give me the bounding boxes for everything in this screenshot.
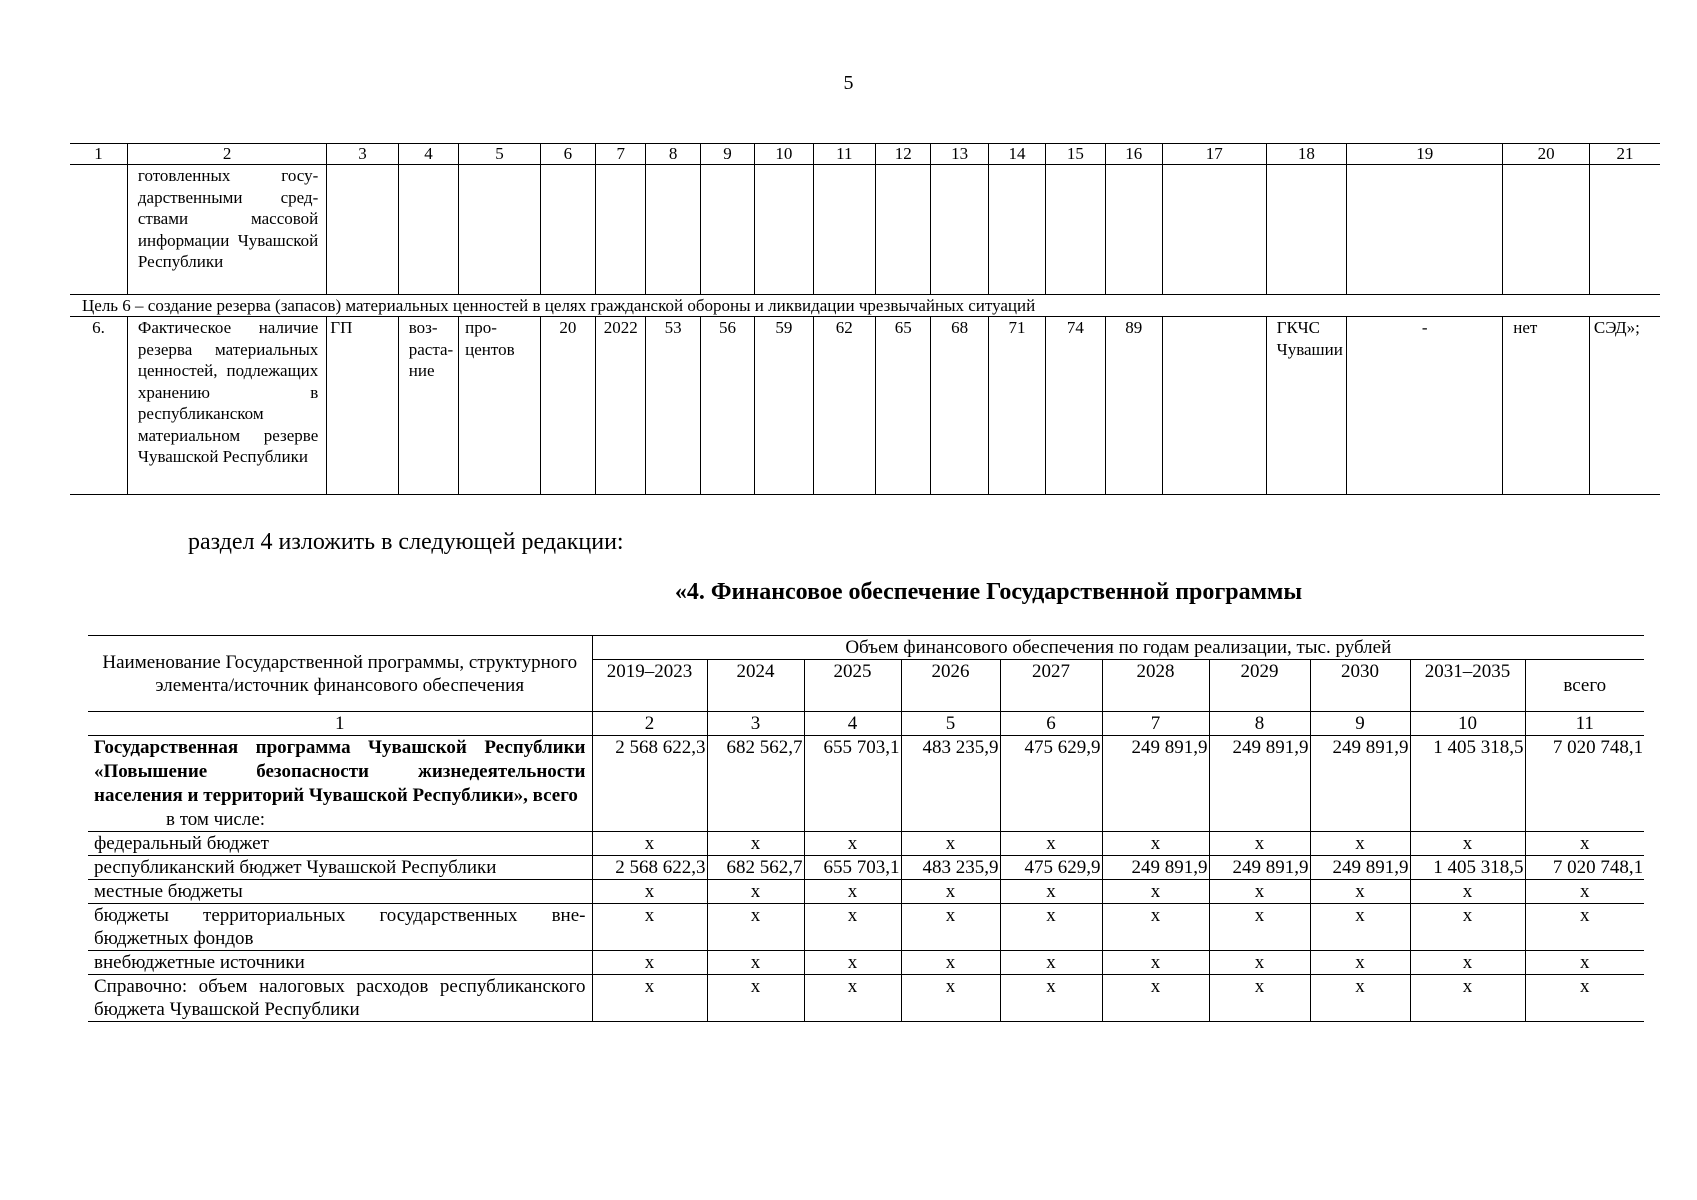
program-name-cell — [88, 736, 592, 832]
row6-value-13: 68 — [931, 317, 988, 495]
col-number-13: 13 — [931, 144, 988, 165]
funding-value: х — [1310, 951, 1410, 975]
row6-value-11: 62 — [813, 317, 875, 495]
table-row — [88, 856, 1644, 880]
funding-value: х — [901, 904, 1000, 951]
intro-text: раздел 4 изложить в следующей редакции: — [188, 529, 624, 555]
row6-value-14: 71 — [988, 317, 1045, 495]
funding-value: х — [1310, 832, 1410, 856]
funding-source-label: бюджеты территориальных государственных внебюджетных фондов — [88, 904, 592, 951]
funding-value: х — [1525, 975, 1644, 1022]
row6-value-17 — [1162, 317, 1266, 495]
program-value-10: 7 020 748,1 — [1525, 736, 1644, 832]
table2-col-numbers — [88, 712, 1644, 736]
funding-value: х — [1310, 880, 1410, 904]
funding-value: х — [1000, 975, 1102, 1022]
row6-value-16: 89 — [1105, 317, 1162, 495]
continued-indicator-text: готовленных государственными средствами массовой информации Чувашской Республики — [127, 165, 326, 295]
funding-value: х — [1410, 975, 1525, 1022]
row6-value-10: 59 — [755, 317, 813, 495]
year-2025: 2025 — [804, 660, 901, 712]
funding-value: х — [592, 904, 707, 951]
col-number-1: 1 — [70, 144, 127, 165]
funding-source-label: Справочно: объем налоговых расходов республиканского бюджета Чувашской Республики — [88, 975, 592, 1022]
table-row — [88, 975, 1644, 1022]
row6-value-19: - — [1347, 317, 1503, 495]
funding-value: х — [804, 904, 901, 951]
funding-value: х — [1209, 904, 1310, 951]
year-2019-2023: 2019–2023 — [592, 660, 707, 712]
goal-6-text: Цель 6 – создание резерва (запасов) материальных ценностей в целях гражданской обороны и ликвидации чрезвычайных ситуаций — [70, 295, 1660, 317]
funding-value: х — [1102, 951, 1209, 975]
col-number-6: 6 — [540, 144, 595, 165]
year-2026: 2026 — [901, 660, 1000, 712]
row6-indicator-name: Фактическое наличие резерва материальных ценностей, подлежащих хранению в республиканском материальном резерве Чувашской Республики — [127, 317, 326, 495]
row6-number: 6. — [70, 317, 127, 495]
program-value-4: 483 235,9 — [901, 736, 1000, 832]
colnum-10: 10 — [1410, 712, 1525, 736]
col-number-15: 15 — [1046, 144, 1105, 165]
colnum-7: 7 — [1102, 712, 1209, 736]
funding-value: х — [901, 951, 1000, 975]
funding-value: х — [1102, 880, 1209, 904]
page-number: 5 — [843, 72, 854, 94]
head-name-col: Наименование Государственной программы, структурного элемента/источник финансового обеспечения — [88, 636, 592, 712]
funding-value: х — [707, 975, 804, 1022]
funding-value: х — [1410, 951, 1525, 975]
col-number-16: 16 — [1105, 144, 1162, 165]
funding-value: х — [592, 880, 707, 904]
funding-value: х — [901, 975, 1000, 1022]
funding-source-label: федеральный бюджет — [88, 832, 592, 856]
colnum-6: 6 — [1000, 712, 1102, 736]
year-2029: 2029 — [1209, 660, 1310, 712]
colnum-1: 1 — [88, 712, 592, 736]
funding-value: 475 629,9 — [1000, 856, 1102, 880]
funding-value: х — [592, 951, 707, 975]
year-2024: 2024 — [707, 660, 804, 712]
funding-value: 483 235,9 — [901, 856, 1000, 880]
col-number-10: 10 — [755, 144, 813, 165]
colnum-11: 11 — [1525, 712, 1644, 736]
row6-value-9: 56 — [700, 317, 754, 495]
row6-base-value: 20 — [540, 317, 595, 495]
funding-value: х — [1000, 904, 1102, 951]
funding-value: х — [707, 951, 804, 975]
row6-trend: возрастание — [398, 317, 458, 495]
row6-value-12: 65 — [876, 317, 931, 495]
section-title: «4. Финансовое обеспечение Государственной программы — [674, 579, 1303, 605]
col-number-21: 21 — [1589, 144, 1660, 165]
funding-value: 249 891,9 — [1102, 856, 1209, 880]
funding-source-rows — [88, 832, 1644, 1022]
funding-value: х — [804, 832, 901, 856]
funding-value: 682 562,7 — [707, 856, 804, 880]
col-number-12: 12 — [876, 144, 931, 165]
col-number-19: 19 — [1347, 144, 1503, 165]
funding-value: х — [1209, 951, 1310, 975]
funding-value: х — [1525, 904, 1644, 951]
program-total-row — [88, 736, 1644, 832]
funding-value: х — [1410, 832, 1525, 856]
col-number-2: 2 — [127, 144, 326, 165]
program-value-6: 249 891,9 — [1102, 736, 1209, 832]
col-number-4: 4 — [398, 144, 458, 165]
row6-value-15: 74 — [1046, 317, 1105, 495]
indicators-table — [70, 143, 1660, 495]
row6-value-20: нет — [1503, 317, 1590, 495]
col-number-5: 5 — [459, 144, 541, 165]
row6-value-21: СЭД»; — [1589, 317, 1660, 495]
row6-type: ГП — [327, 317, 398, 495]
funding-source-label: внебюджетные источники — [88, 951, 592, 975]
funding-value: х — [1310, 904, 1410, 951]
table-row — [88, 904, 1644, 951]
funding-value: х — [1310, 975, 1410, 1022]
program-value-5: 475 629,9 — [1000, 736, 1102, 832]
funding-value: х — [901, 832, 1000, 856]
funding-value: х — [804, 951, 901, 975]
funding-value: х — [1410, 904, 1525, 951]
funding-value: х — [1102, 832, 1209, 856]
year-2028: 2028 — [1102, 660, 1209, 712]
col-number-11: 11 — [813, 144, 875, 165]
funding-value: 2 568 622,3 — [592, 856, 707, 880]
table-row — [88, 880, 1644, 904]
col-number-9: 9 — [700, 144, 754, 165]
funding-value: х — [1525, 832, 1644, 856]
col-number-18: 18 — [1266, 144, 1347, 165]
table-row — [88, 832, 1644, 856]
year-2027: 2027 — [1000, 660, 1102, 712]
funding-value: х — [804, 880, 901, 904]
funding-source-label: местные бюджеты — [88, 880, 592, 904]
year-total: всего — [1525, 660, 1644, 712]
funding-value: х — [707, 832, 804, 856]
colnum-9: 9 — [1310, 712, 1410, 736]
col-number-8: 8 — [646, 144, 700, 165]
funding-value: х — [1209, 880, 1310, 904]
goal-row — [70, 295, 1660, 317]
funding-value: х — [1410, 880, 1525, 904]
funding-value: 7 020 748,1 — [1525, 856, 1644, 880]
year-2030: 2030 — [1310, 660, 1410, 712]
funding-value: х — [707, 904, 804, 951]
funding-value: х — [1000, 951, 1102, 975]
funding-value: х — [1102, 975, 1209, 1022]
col-number-20: 20 — [1503, 144, 1590, 165]
program-value-3: 655 703,1 — [804, 736, 901, 832]
funding-value: х — [592, 975, 707, 1022]
head-financing-group: Объем финансового обеспечения по годам реализации, тыс. рублей — [592, 636, 1644, 660]
funding-value: х — [707, 880, 804, 904]
table2-header-row-1 — [88, 636, 1644, 660]
program-value-2: 682 562,7 — [707, 736, 804, 832]
row6-value-8: 53 — [646, 317, 700, 495]
program-value-7: 249 891,9 — [1209, 736, 1310, 832]
row6-base-year: 2022 — [596, 317, 646, 495]
indicator-row-6 — [70, 317, 1660, 495]
col-number-7: 7 — [596, 144, 646, 165]
funding-value: 249 891,9 — [1310, 856, 1410, 880]
program-name: Государственная программа Чувашской Республики «Повышение безопасности жизнедеятельности населения и территорий Чувашской Республики», всего — [94, 737, 586, 806]
colnum-4: 4 — [804, 712, 901, 736]
funding-value: х — [1102, 904, 1209, 951]
program-value-8: 249 891,9 — [1310, 736, 1410, 832]
year-2031-2035: 2031–2035 — [1410, 660, 1525, 712]
funding-value: 1 405 318,5 — [1410, 856, 1525, 880]
program-value-9: 1 405 318,5 — [1410, 736, 1525, 832]
table1-continued-row — [70, 165, 1660, 295]
financing-table — [88, 635, 1644, 1022]
funding-value: 249 891,9 — [1209, 856, 1310, 880]
funding-source-label: республиканский бюджет Чувашской Республики — [88, 856, 592, 880]
funding-value: х — [1209, 975, 1310, 1022]
funding-value: х — [1525, 880, 1644, 904]
funding-value: 655 703,1 — [804, 856, 901, 880]
colnum-5: 5 — [901, 712, 1000, 736]
colnum-3: 3 — [707, 712, 804, 736]
col-number-14: 14 — [988, 144, 1045, 165]
row6-responsible: ГКЧС Чувашии — [1266, 317, 1347, 495]
colnum-2: 2 — [592, 712, 707, 736]
colnum-8: 8 — [1209, 712, 1310, 736]
funding-value: х — [1209, 832, 1310, 856]
program-value-1: 2 568 622,3 — [592, 736, 707, 832]
funding-value: х — [592, 832, 707, 856]
funding-value: х — [1000, 832, 1102, 856]
funding-value: х — [1525, 951, 1644, 975]
table-row — [88, 951, 1644, 975]
row6-unit: процентов — [459, 317, 541, 495]
funding-value: х — [804, 975, 901, 1022]
col-number-17: 17 — [1162, 144, 1266, 165]
funding-value: х — [901, 880, 1000, 904]
col-number-3: 3 — [327, 144, 398, 165]
program-sub-label: в том числе: — [166, 809, 266, 830]
funding-value: х — [1000, 880, 1102, 904]
table1-header-row — [70, 144, 1660, 165]
